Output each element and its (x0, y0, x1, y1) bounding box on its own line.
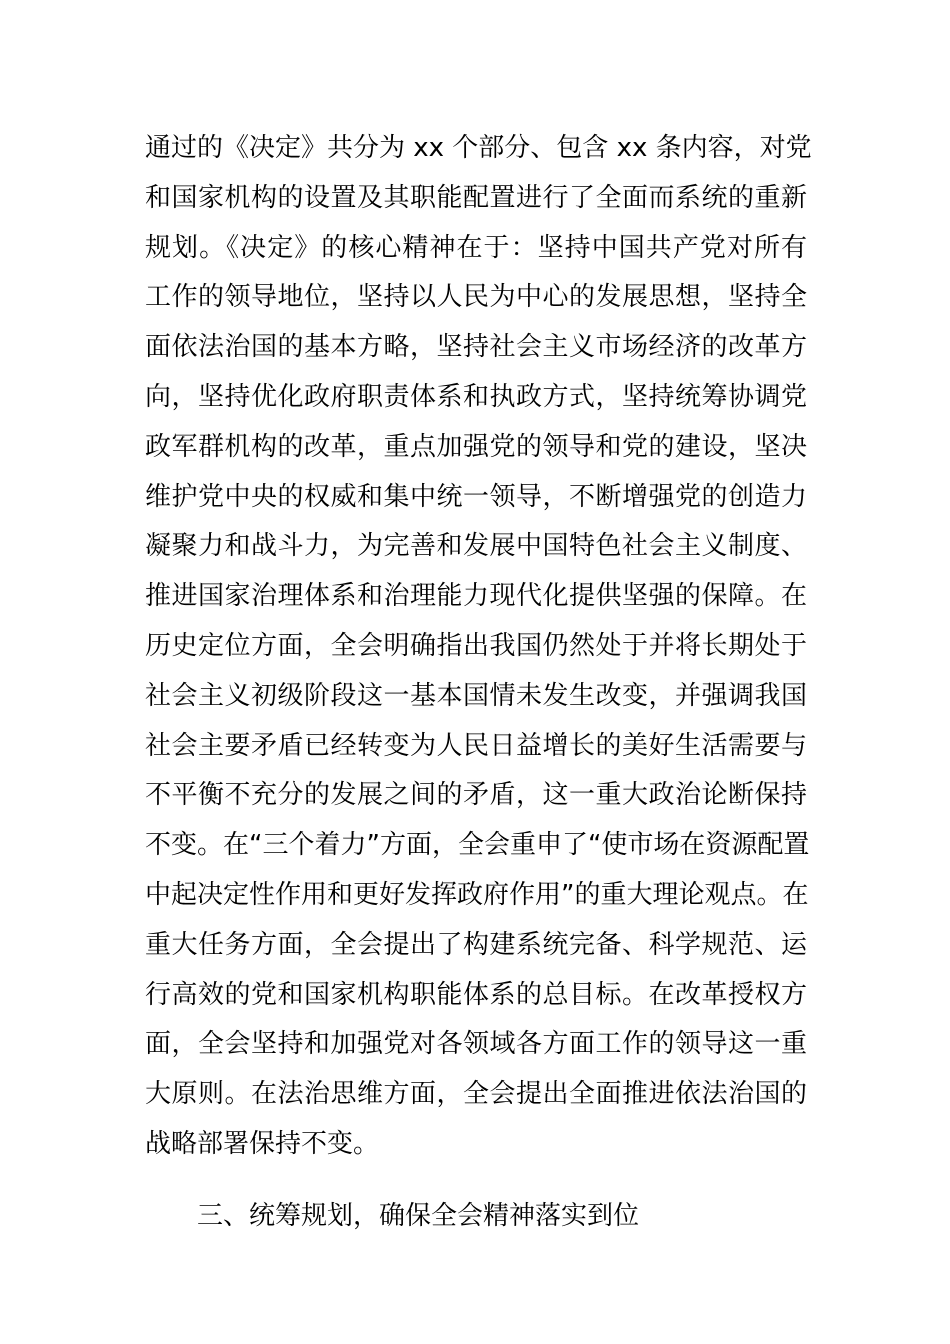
paragraph-line: 历史定位方面，全会明确指出我国仍然处于并将长期处于 (145, 630, 807, 661)
paragraph-line: 推进国家治理体系和治理能力现代化提供坚强的保障。在 (145, 581, 807, 612)
paragraph-line: 和国家机构的设置及其职能配置进行了全面而系统的重新 (145, 182, 807, 213)
paragraph-line: 中起决定性作用和更好发挥政府作用”的重大理论观点。在 (145, 879, 809, 910)
section-heading: 三、统筹规划，确保全会精神落实到位 (197, 1200, 640, 1231)
paragraph-line: 不平衡不充分的发展之间的矛盾，这一重大政治论断保持 (145, 780, 807, 811)
paragraph-line: 凝聚力和战斗力，为完善和发展中国特色社会主义制度、 (145, 531, 807, 562)
paragraph-line: 重大任务方面，全会提出了构建系统完备、科学规范、运 (145, 929, 807, 960)
paragraph-line: 面依法治国的基本方略，坚持社会主义市场经济的改革方 (145, 332, 807, 363)
paragraph-line: 战略部署保持不变。 (145, 1128, 380, 1159)
paragraph-line: 面，全会坚持和加强党对各领域各方面工作的领导这一重 (145, 1029, 807, 1060)
paragraph-line: 通过的《决定》共分为 xx 个部分、包含 xx 条内容，对党 (145, 133, 812, 163)
paragraph-line: 规划。《决定》的核心精神在于：坚持中国共产党对所有 (145, 232, 807, 263)
paragraph-line: 社会主要矛盾已经转变为人民日益增长的美好生活需要与 (145, 730, 807, 761)
paragraph-line: 向，坚持优化政府职责体系和执政方式，坚持统筹协调党 (145, 381, 807, 412)
paragraph-line: 不变。在“三个着力”方面，全会重申了“使市场在资源配置 (145, 830, 810, 861)
paragraph-line: 工作的领导地位，坚持以人民为中心的发展思想，坚持全 (145, 282, 807, 313)
paragraph-line: 政军群机构的改革，重点加强党的领导和党的建设，坚决 (145, 431, 807, 462)
paragraph-line: 大原则。在法治思维方面，全会提出全面推进依法治国的 (145, 1079, 807, 1110)
paragraph (145, 124, 812, 1170)
paragraph-line: 行高效的党和国家机构职能体系的总目标。在改革授权方 (145, 979, 807, 1010)
paragraph-line: 社会主义初级阶段这一基本国情未发生改变，并强调我国 (145, 680, 807, 711)
paragraph-line: 维护党中央的权威和集中统一领导，不断增强党的创造力 (145, 481, 807, 512)
document-body (145, 124, 812, 1242)
